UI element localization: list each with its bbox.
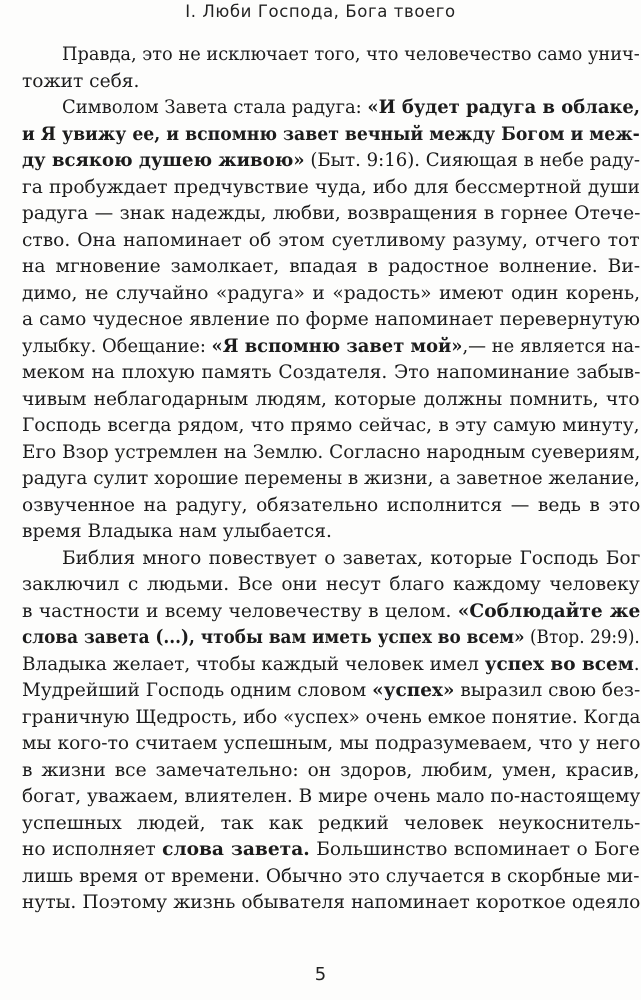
text-run: Правда, это не исключает того, что человечество само унич-	[62, 44, 640, 65]
text-line	[22, 758, 640, 785]
text-run: улыбку. Обещание:	[22, 335, 212, 357]
text-line	[22, 440, 640, 467]
text-line	[22, 493, 640, 520]
text-run: ство. Она напоминает об этом суетливому разуму, отчего тот	[22, 229, 640, 251]
text-run: лишь время от времени. Обычно это случается в скорбные ми-	[22, 865, 640, 887]
text-line	[22, 228, 640, 255]
text-line	[22, 201, 640, 228]
text-run: Господь всегда рядом, что прямо сейчас, в эту самую минуту,	[22, 415, 640, 436]
text-line	[22, 784, 640, 811]
text-run: радуга — знак надежды, любви, возвращения в горнее Отече-	[22, 203, 641, 224]
text-line	[22, 122, 640, 149]
text-line	[22, 69, 640, 96]
text-run: озвученное на радугу, обязательно исполнится — ведь в это	[22, 494, 641, 516]
text-run: Символом Завета стала радуга:	[62, 97, 368, 118]
text-run: богат, уважаем, влиятелен. В мире очень мало по-настоящему	[22, 786, 641, 807]
bold-quote: «Я вспомню завет мой»	[211, 335, 463, 357]
running-head: I. Люби Господа, Бога твоего	[185, 2, 456, 21]
text-run: ,— не является на-	[462, 335, 641, 357]
text-run: выразил свою без-	[454, 680, 641, 701]
bold-phrase: успех во всем	[484, 653, 634, 675]
text-line	[22, 811, 640, 838]
text-run: чивым неблагодарным людям, которые должны помнить, что	[22, 388, 640, 410]
bold-quote: ду всякою душею живою»	[22, 150, 305, 171]
text-run: (Быт. 9:16). Сияющая в небе раду-	[304, 150, 640, 171]
page-number: 5	[314, 964, 327, 985]
text-run: успешных людей, так как редкий человек неукоснитель-	[22, 812, 641, 834]
bold-phrase: слова завета.	[162, 839, 310, 860]
text-run: в частности и всему человечеству в целом.	[22, 600, 458, 622]
text-line	[22, 652, 640, 679]
text-line	[22, 387, 640, 414]
text-run: димо, не случайно «радуга» и «радость» имеют один корень,	[22, 282, 641, 304]
text-run: (Втор. 29:9).	[524, 627, 640, 648]
text-run: га пробуждает предчувствие чуда, ибо для бессмертной души	[22, 176, 640, 198]
text-run: нуты. Поэтому жизнь обывателя напоминает короткое одеяло	[22, 892, 641, 913]
text-line	[22, 519, 640, 546]
text-run: Владыка желает, чтобы каждый человек имел	[22, 653, 485, 675]
text-run: меком на плохую память Создателя. Это напоминание забыв-	[22, 362, 641, 383]
text-run: заключил с людьми. Все они несут благо каждому человеку	[22, 574, 640, 595]
text-line	[22, 281, 640, 308]
text-line	[22, 837, 640, 864]
text-line	[22, 864, 640, 891]
text-line	[22, 42, 640, 69]
text-run: мы кого-то считаем успешным, мы подразумеваем, что у него	[22, 733, 641, 754]
text-run: а само чудесное явление по форме напоминает перевернутую	[22, 309, 640, 330]
text-line	[22, 334, 640, 361]
bold-phrase: «успех»	[372, 680, 455, 701]
bold-quote: и Я увижу ее, и вспомню завет вечный между Богом и меж-	[22, 123, 640, 145]
text-line	[22, 572, 640, 599]
text-line	[22, 546, 640, 573]
text-line	[22, 254, 640, 281]
text-line	[22, 731, 640, 758]
text-run: граничную Щедрость, ибо «успех» очень емкое понятие. Когда	[22, 706, 641, 728]
text-run: на мгновение замолкает, впадая в радостное волнение. Ви-	[22, 256, 641, 277]
body-text	[22, 42, 640, 917]
text-line	[22, 148, 640, 175]
text-run: в жизни все замечательно: он здоров, любим, умен, красив,	[22, 759, 640, 781]
text-line	[22, 175, 640, 202]
bold-quote: слова завета (...), чтобы вам иметь успех во всем»	[22, 627, 525, 648]
text-run: но исполняет	[22, 839, 163, 860]
text-run: Большинство вспоминает о Боге	[309, 839, 640, 860]
text-run: радуга сулит хорошие перемены в жизни, а заветное желание,	[22, 468, 640, 489]
text-line	[22, 625, 640, 652]
text-line	[22, 890, 640, 917]
text-line	[22, 307, 640, 334]
text-line	[22, 705, 640, 732]
text-line	[22, 599, 640, 626]
text-run: Его Взор устремлен на Землю. Согласно народным суевериям,	[22, 441, 641, 463]
text-run: тожит себя.	[22, 70, 140, 92]
bold-quote: «Соблюдайте же	[457, 600, 641, 622]
text-run: Мудрейший Господь одним словом	[22, 680, 373, 701]
bold-quote: «И будет радуга в облаке,	[367, 97, 641, 118]
text-line	[22, 466, 640, 493]
text-line	[22, 413, 640, 440]
text-line	[22, 678, 640, 705]
text-run: Библия много повествует о заветах, которые Господь Бог	[62, 547, 641, 569]
text-line	[22, 360, 640, 387]
text-line	[22, 95, 640, 122]
text-run: .	[633, 653, 640, 675]
text-run: время Владыка нам улыбается.	[22, 521, 332, 542]
